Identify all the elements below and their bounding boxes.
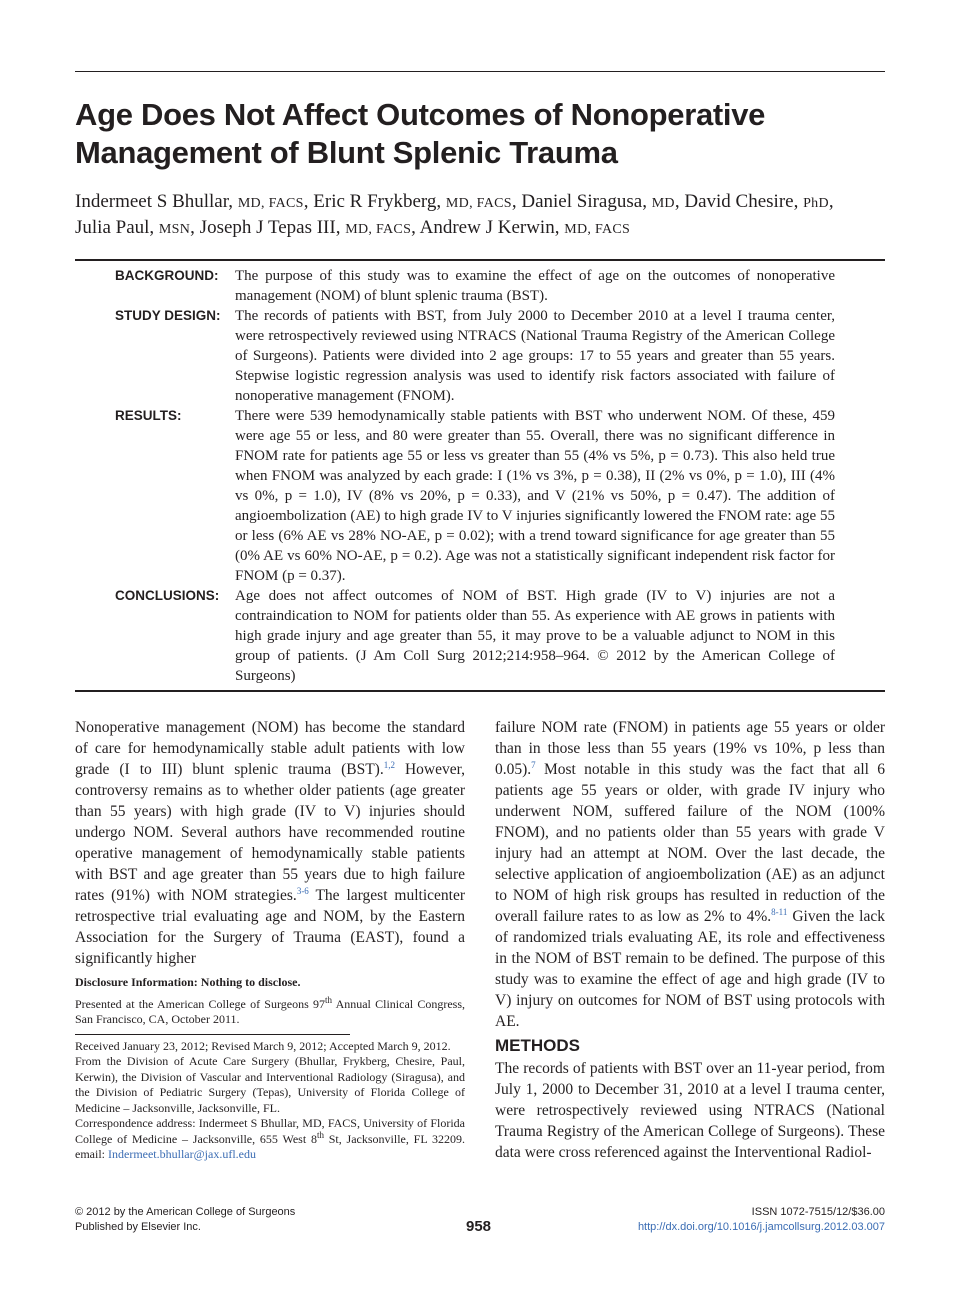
body-right-column bbox=[495, 717, 885, 1032]
abstract-text: Age does not affect outcomes of NOM of BST. High grade (IV to V) injuries are not a contraindication to NOM for patients older than 55. As experience with AE grows in patients with high grade injury and age greater than 55, it may prove to be a valuable adjunct to NOM in this group of patients. (J Am Coll Surg 2012;214:958–964. © 2012 by the American College of Surgeons) bbox=[235, 588, 835, 684]
footer-copyright: © 2012 by the American College of Surgeons bbox=[75, 1206, 296, 1218]
author-name: Andrew J Kerwin, bbox=[419, 217, 565, 238]
reference-link[interactable]: 3-6 bbox=[296, 885, 309, 896]
authors-line-2 bbox=[75, 216, 885, 242]
abstract-text: The purpose of this study was to examine the effect of age on the outcomes of nonoperative management (NOM) of blunt splenic trauma (BST). bbox=[235, 268, 835, 304]
abstract-section-study-design bbox=[75, 306, 885, 406]
top-rule bbox=[75, 71, 885, 72]
abstract-bottom-rule bbox=[75, 690, 885, 692]
methods-heading: METHODS bbox=[495, 1036, 580, 1055]
body-text: Most notable in this study was the fact that all 6 patients age 55 years or older, with grade IV injury who underwent NOM, suffered failure of the NOM (100% FNOM), and no patients older than 55 years with grade V injury had an attempt at NOM. Over the last decade, the selective application of angioembolization (AE) as an adjunct to NOM of high risk groups has resulted in reduction of the overall failure rates to as low as 2% to 4%. bbox=[495, 761, 885, 925]
author-credentials: MD, FACS bbox=[445, 196, 512, 211]
footnotes bbox=[75, 975, 465, 1163]
footer-right bbox=[540, 1205, 885, 1235]
presented-note bbox=[75, 994, 466, 1028]
author-separator: , bbox=[411, 217, 420, 238]
note-text: Presented at the American College of Surgeons 97 bbox=[75, 996, 325, 1011]
body-left-column bbox=[75, 717, 465, 969]
footer-issn: ISSN 1072-7515/12/$36.00 bbox=[751, 1206, 885, 1218]
authors-line-1 bbox=[75, 190, 885, 216]
received-note: Received January 23, 2012; Revised March 9, 2012; Accepted March 9, 2012. bbox=[75, 1038, 451, 1053]
body-text: failure NOM rate (FNOM) in patients age 55 years or older than in those less than 55 years (19% vs 10%, p less than 0.05). bbox=[495, 719, 885, 778]
author-name: Julia Paul, bbox=[75, 217, 159, 238]
author-credentials: PhD bbox=[803, 196, 829, 211]
abstract-text: The records of patients with BST, from July 2000 to December 2010 at a level I trauma center, were retrospectively reviewed using NTRACS (National Trauma Registry of the American College of Surgeons). Patients were divided into 2 age groups: 17 to 55 years and greater than 55 years. Stepwise logistic regression analysis was used to identify risk factors associated with failure of nonoperative management (FNOM). bbox=[235, 308, 835, 404]
author-name: Joseph J Tepas III, bbox=[199, 217, 346, 238]
note-superscript: th bbox=[316, 1129, 324, 1140]
abstract-section-conclusions bbox=[75, 586, 885, 686]
abstract-label: RESULTS: bbox=[115, 408, 182, 423]
author-name: Eric R Frykberg, bbox=[313, 191, 446, 212]
title-line-2: Management of Blunt Splenic Trauma bbox=[75, 135, 618, 170]
note-text: Annual Clinical Congress, San Francisco, CA, October 2011. bbox=[75, 996, 466, 1026]
author-credentials: MD, FACS bbox=[345, 222, 412, 237]
reference-link[interactable]: 7 bbox=[531, 759, 536, 770]
author-name: David Chesire, bbox=[684, 191, 804, 212]
reference-link[interactable]: 8-11 bbox=[771, 906, 788, 917]
author-credentials: MD bbox=[651, 196, 675, 211]
author-separator: , bbox=[828, 191, 834, 212]
note-text: Correspondence address: Indermeet S Bhullar, MD, FACS, University of Florida College of Medicine – Jacksonville, 655 West 8 bbox=[75, 1116, 465, 1146]
abstract-top-rule bbox=[75, 259, 885, 261]
article-title bbox=[75, 96, 885, 172]
author-credentials: MD, FACS bbox=[564, 222, 631, 237]
author-separator: , bbox=[303, 191, 314, 212]
affiliations-note: From the Division of Acute Care Surgery (Bhullar, Frykberg, Chesire, Paul, Kerwin), the Division of Vascular and Interventional Radiology (Siragusa), and the Division of Pediatric Surgery (Tepas), University of Florida College of Medicine – Jacksonville, Jacksonville, FL. bbox=[75, 1054, 465, 1115]
author-separator: , bbox=[190, 217, 200, 238]
body-text: Given the lack of randomized trials evaluating AE, its role and effectiveness in the NOM of BST remain to be defined. The purpose of this study was to examine the effect of age and high grade (IV to V) injury on outcomes for NOM of BST using protocols with AE. bbox=[495, 908, 885, 1030]
notes-divider bbox=[75, 1034, 350, 1035]
abstract-section-background bbox=[75, 266, 885, 306]
author-name: Daniel Siragusa, bbox=[521, 191, 652, 212]
abstract-section-results bbox=[75, 406, 885, 586]
abstract-label: CONCLUSIONS: bbox=[115, 588, 220, 603]
abstract bbox=[75, 266, 885, 686]
note-text: St, Jacksonville, FL 32209. email: bbox=[75, 1131, 466, 1161]
correspondence-note bbox=[75, 1116, 465, 1163]
author-separator: , bbox=[511, 191, 522, 212]
footer-left bbox=[75, 1205, 295, 1235]
abstract-label: STUDY DESIGN: bbox=[115, 308, 221, 323]
author-credentials: MD, FACS bbox=[237, 196, 304, 211]
methods-text: The records of patients with BST over an 11-year period, from July 1, 2000 to December 31, 2010 at a level I trauma center, were retrospectively reviewed using NTRACS (National Trauma Registry of the American College of Surgeons). These data were cross referenced against the Interventional Radiol- bbox=[495, 1060, 885, 1161]
disclosure-note: Disclosure Information: Nothing to disclose. bbox=[75, 975, 301, 989]
author-credentials: MSN bbox=[158, 222, 191, 237]
doi-link[interactable]: http://dx.doi.org/10.1016/j.jamcollsurg.2012.03.007 bbox=[637, 1221, 885, 1233]
reference-link[interactable]: 1,2 bbox=[383, 759, 395, 770]
footer-publisher: Published by Elsevier Inc. bbox=[75, 1221, 201, 1233]
page-number: 958 bbox=[466, 1218, 492, 1235]
note-superscript: th bbox=[324, 994, 332, 1005]
author-name: Indermeet S Bhullar, bbox=[75, 191, 238, 212]
author-list bbox=[75, 190, 885, 242]
body-text: The largest multicenter retrospective trial evaluating age and NOM, by the Eastern Association for the Surgery of Trauma (EAST), found a significantly higher bbox=[75, 887, 466, 967]
abstract-label: BACKGROUND: bbox=[115, 268, 219, 283]
body-text: However, controversy remains as to whether older patients (age greater than 55 years) with high grade (IV to V) injuries should undergo NOM. Several authors have recommended routine operative management of hemodynamically stable patients with BST and age greater than 55 years due to high failure rates (91%) with NOM strategies. bbox=[75, 761, 466, 904]
author-separator: , bbox=[674, 191, 685, 212]
title-line-1: Age Does Not Affect Outcomes of Nonoperative bbox=[75, 97, 766, 132]
body-text: Nonoperative management (NOM) has become the standard of care for hemodynamically stable adult patients with low grade (I to III) blunt splenic trauma (BST). bbox=[75, 719, 465, 778]
abstract-text: There were 539 hemodynamically stable patients with BST who underwent NOM. Of these, 459 were age 55 or less, and 80 were greater than 55. Overall, there was no significant difference in FNOM rate for patients age 55 or less vs greater than 55 (4% vs 5%, p = 0.73). This also held true when FNOM was analyzed by each grade: I (1% vs 3%, p = 0.38), II (2% vs 0%, p = 1.0), III (4% vs 0%, p = 1.0), IV (8% vs 20%, p = 0.33), and V (21% vs 50%, p = 0.47). The addition of angioembolization (AE) to high grade IV to V injuries significantly lowered the FNOM rate: age 55 or less (6% AE vs 28% NO-AE, p = 0.02); with a trend toward significance for age greater than 55 (0% AE vs 60% NO-AE, p = 0.2). Age was not a statistically significant independent risk factor for FNOM (p = 0.37). bbox=[235, 408, 835, 584]
email-link[interactable]: Indermeet.bhullar@jax.ufl.edu bbox=[108, 1147, 256, 1161]
